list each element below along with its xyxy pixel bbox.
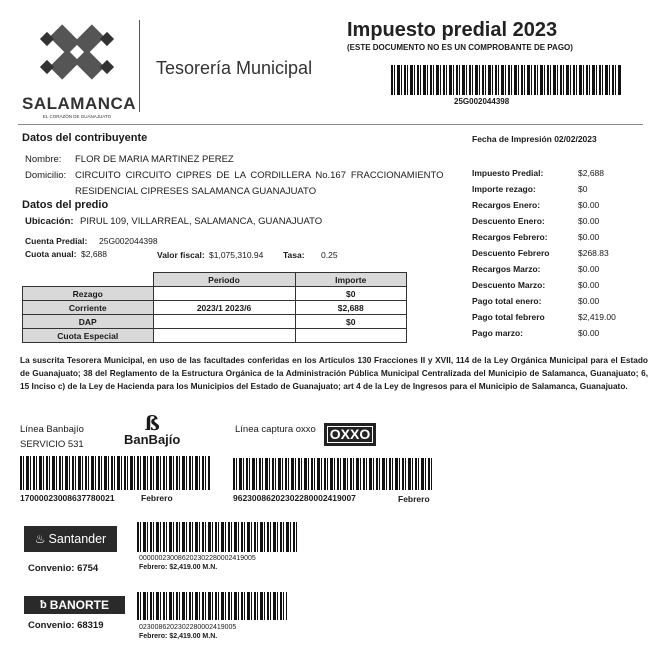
summary-label: Descuento Marzo: xyxy=(472,280,546,290)
banorte-barcode xyxy=(137,592,287,620)
header-barcode xyxy=(391,65,621,95)
summary-value: $2,419.00 xyxy=(578,312,616,322)
rate-label: Tasa: xyxy=(283,250,305,260)
salamanca-logo xyxy=(22,14,137,119)
summary-value: $0 xyxy=(578,184,588,194)
contribuyente-heading: Datos del contribuyente xyxy=(22,132,148,144)
summary-label: Impuesto Predial: xyxy=(472,168,544,178)
row-label: Rezago xyxy=(23,287,154,301)
address-line1: CIRCUITO CIRCUITO CIPRES DE LA CORDILLERA No.167 FRACCIONAMIENTO xyxy=(75,170,444,181)
row-periodo xyxy=(153,329,295,343)
summary-label: Pago total enero: xyxy=(472,296,542,306)
table-header-row xyxy=(23,273,407,287)
summary-value: $2,688 xyxy=(578,168,604,178)
oxxo-month: Febrero xyxy=(398,494,430,504)
row-importe: $2,688 xyxy=(295,301,407,315)
summary-label: Recargos Marzo: xyxy=(472,264,541,274)
banbajio-line-label: Línea Banbajío xyxy=(20,424,84,435)
row-importe xyxy=(295,329,407,343)
address-line2: RESIDENCIAL CIPRESES SALAMANCA GUANAJUATO xyxy=(75,186,317,197)
summary-value: $268.83 xyxy=(578,248,609,258)
logo-name: SALAMANCA xyxy=(22,94,137,113)
oxxo-barcode-text: 96230086202302280002419007 xyxy=(233,493,356,503)
santander-amount: Febrero: $2,419.00 M.N. xyxy=(139,564,218,571)
summary-label: Recargos Enero: xyxy=(472,200,541,210)
legal-text: La suscrita Tesorera Municipal, en uso de las facultades conferidas en los Artículos 130 Fracciones II y XVII, 114 de la Ley Orgánica Municipal para el Estado de Guanajuato; 38 del Reglamento de la Estructura Orgánica de la Administración Pública Municipal Centralizada del Municipio de Salamanca, Guanajuato; 6, 15 Inciso c) de la Ley de Hacienda para los Municipios del Estado de Guanajuato; art 4 de la Ley de Ingresos para el Municipio de Salamanca, Guanajuato. xyxy=(20,355,648,391)
print-date: Fecha de Impresión 02/02/2023 xyxy=(472,134,597,144)
banbajio-barcode-text: 17000023008637780021 xyxy=(20,493,115,503)
row-label: DAP xyxy=(23,315,154,329)
logo-tagline: EL CORAZÓN DE GUANAJUATO xyxy=(42,114,112,119)
row-periodo xyxy=(153,315,295,329)
row-label: Corriente xyxy=(23,301,154,315)
santander-barcode xyxy=(137,522,299,552)
banbajio-logo xyxy=(124,411,181,447)
summary-value: $0.00 xyxy=(578,200,600,210)
office-name: Tesorería Municipal xyxy=(156,58,313,78)
banorte-b-icon: ƀ xyxy=(39,599,47,611)
account-label: Cuenta Predial: xyxy=(25,236,88,246)
santander-logo-text: Santander xyxy=(48,532,107,546)
summary-label: Descuento Febrero xyxy=(472,248,550,258)
banbajio-month: Febrero xyxy=(141,493,173,503)
location-value: PIRUL 109, VILLARREAL, SALAMANCA, GUANAJUATO xyxy=(80,216,323,227)
section-divider xyxy=(18,124,643,125)
banorte-amount: Febrero: $2,419.00 M.N. xyxy=(139,633,218,640)
period-table xyxy=(22,272,407,343)
col-periodo: Periodo xyxy=(153,273,295,287)
summary-label: Recargos Febrero: xyxy=(472,232,548,242)
name-value: FLOR DE MARIA MARTINEZ PEREZ xyxy=(75,154,234,165)
summary-label: Pago marzo: xyxy=(472,328,524,338)
row-importe: $0 xyxy=(295,315,407,329)
row-importe: $0 xyxy=(295,287,407,301)
fiscal-label: Valor fiscal: xyxy=(157,250,205,260)
annual-value: $2,688 xyxy=(81,249,107,259)
banbajio-logo-text: BanBajío xyxy=(124,432,181,447)
row-label: Cuota Especial xyxy=(23,329,154,343)
banorte-logo xyxy=(24,596,125,614)
table-row xyxy=(23,315,407,329)
summary-value: $0.00 xyxy=(578,328,600,338)
location-label: Ubicación: xyxy=(25,216,74,227)
summary-label: Pago total febrero xyxy=(472,312,545,322)
annual-label: Cuota anual: xyxy=(25,249,77,259)
rate-value: 0.25 xyxy=(321,250,338,260)
row-periodo: 2023/1 2023/6 xyxy=(153,301,295,315)
summary-value: $0.00 xyxy=(578,232,600,242)
banbajio-barcode xyxy=(20,456,210,490)
fiscal-value: $1,075,310.94 xyxy=(209,250,264,260)
santander-flame-icon: ♨ xyxy=(34,532,46,546)
document-subtitle: (ESTE DOCUMENTO NO ES UN COMPROBANTE DE PAGO) xyxy=(347,43,573,52)
oxxo-line-label: Línea captura oxxo xyxy=(235,424,316,435)
table-header-blank xyxy=(23,273,154,287)
summary-value: $0.00 xyxy=(578,264,600,274)
banorte-convenio: Convenio: 68319 xyxy=(28,620,104,631)
summary-label: Importe rezago: xyxy=(472,184,536,194)
summary-label: Descuento Enero: xyxy=(472,216,545,226)
summary-value: $0.00 xyxy=(578,216,600,226)
table-row xyxy=(23,329,407,343)
santander-barcode-text: 000000230086202302280002419005 xyxy=(139,555,256,562)
banorte-logo-text: BANORTE xyxy=(49,598,110,612)
santander-convenio: Convenio: 6754 xyxy=(28,563,99,574)
document-title: Impuesto predial 2023 xyxy=(347,19,558,41)
table-row xyxy=(23,287,407,301)
banbajio-b-icon: ß xyxy=(144,411,160,435)
banorte-barcode-text: 0230086202302280002419005 xyxy=(139,624,237,631)
oxxo-logo: OXXO xyxy=(324,423,376,446)
santander-logo xyxy=(24,526,117,552)
name-label: Nombre: xyxy=(25,154,62,165)
banbajio-service: SERVICIO 531 xyxy=(20,439,84,450)
row-periodo xyxy=(153,287,295,301)
summary-value: $0.00 xyxy=(578,280,600,290)
header-barcode-text: 25G002044398 xyxy=(454,97,510,106)
predio-heading: Datos del predio xyxy=(22,199,109,211)
address-label: Domicilio: xyxy=(25,170,67,181)
account-value: 25G002044398 xyxy=(99,236,158,246)
table-row xyxy=(23,301,407,315)
oxxo-barcode xyxy=(233,458,433,490)
header-divider xyxy=(139,20,140,112)
salamanca-emblem-icon xyxy=(22,14,132,89)
summary-value: $0.00 xyxy=(578,296,600,306)
col-importe: Importe xyxy=(295,273,407,287)
